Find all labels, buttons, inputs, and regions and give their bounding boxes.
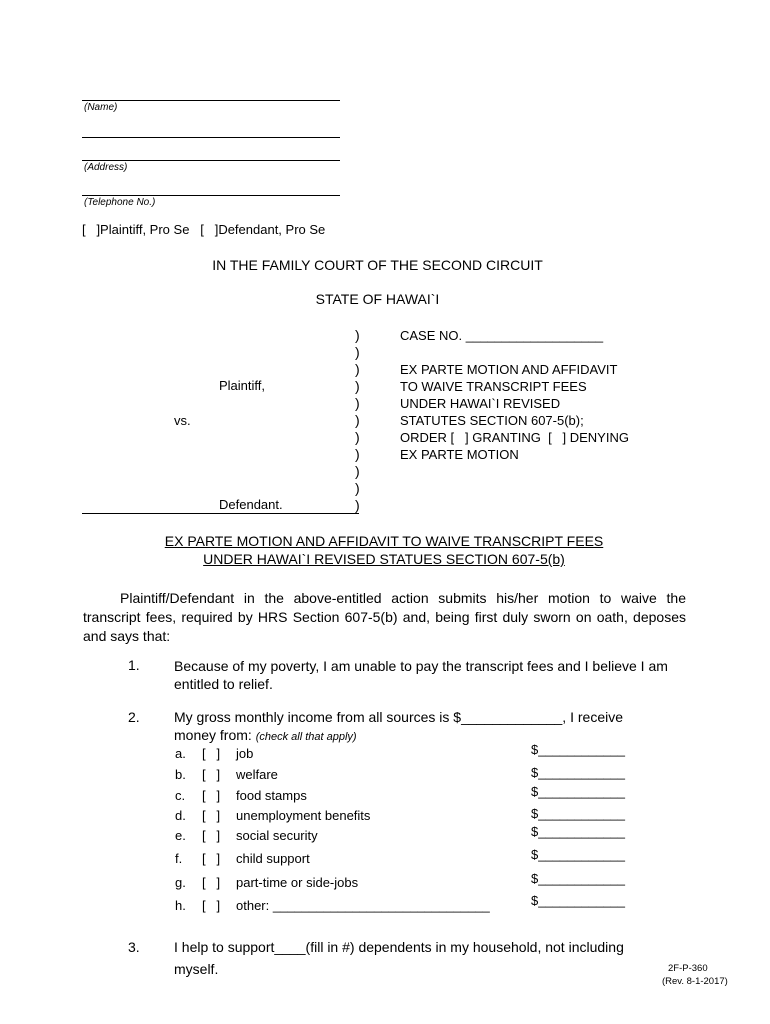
item-2-income-line[interactable]: My gross monthly income from all sources is $_____________, I receive [174,709,623,725]
item-2-money-from [174,727,357,746]
item-3-line-2: myself. [174,961,219,977]
document-title-line[interactable]: ORDER [ ] GRANTING [ ] DENYING [400,430,629,445]
source-letter: e. [175,828,186,843]
revision-date: (Rev. 8-1-2017) [662,976,728,987]
name-label: (Name) [84,102,118,113]
check-all-note: (check all that apply) [255,731,357,743]
document-title-line: EX PARTE MOTION AND AFFIDAVIT [400,362,618,377]
source-label: food stamps [236,788,307,803]
document-title-block [400,361,629,463]
source-label: social security [236,828,318,843]
document-title-line: TO WAIVE TRANSCRIPT FEES [400,379,587,394]
party-checkboxes[interactable]: [ ]Plaintiff, Pro Se [ ]Defendant, Pro Se [82,222,326,237]
court-title: IN THE FAMILY COURT OF THE SECOND CIRCUIT [212,257,543,273]
source-amount[interactable]: $____________ [531,893,625,908]
item-1-text: Because of my poverty, I am unable to pay the transcript fees and I believe I am entitled to relief. [174,658,668,692]
source-letter: c. [175,788,186,803]
item-3-number: 3. [128,939,140,955]
item-2-money-from-label: money from: [174,727,252,743]
item-3-line-1[interactable]: I help to support____(fill in #) dependents in my household, not including [174,939,624,955]
income-source-row [175,824,635,846]
address-blank-line-2[interactable] [82,160,340,161]
source-amount[interactable]: $____________ [531,824,625,839]
source-amount[interactable]: $____________ [531,784,625,799]
source-checkbox[interactable]: [ ] [202,808,221,823]
caption-paren: ) [355,378,360,394]
defendant-label: Defendant. [219,497,283,512]
source-amount[interactable]: $____________ [531,806,625,821]
case-number-field[interactable]: CASE NO. ___________________ [400,328,604,343]
source-letter: b. [175,767,186,782]
caption-paren: ) [355,327,360,343]
court-state: STATE OF HAWAI`I [315,291,440,307]
source-amount[interactable]: $____________ [531,871,625,886]
caption-paren: ) [355,480,360,496]
telephone-blank-line[interactable] [82,195,340,196]
caption-paren: ) [355,361,360,377]
source-letter: a. [175,746,186,761]
form-number: 2F-P-360 [668,963,708,974]
vs-label: vs. [174,413,191,428]
income-source-row [175,742,635,764]
source-label: child support [236,851,310,866]
source-amount[interactable]: $____________ [531,847,625,862]
name-blank-line[interactable] [82,100,340,101]
source-label: job [236,746,254,761]
source-label[interactable]: other: ______________________________ [236,898,490,913]
source-label: unemployment benefits [236,808,371,823]
caption-paren: ) [355,344,360,360]
source-amount[interactable]: $____________ [531,742,625,757]
intro-paragraph: Plaintiff/Defendant in the above-entitled action submits his/her motion to waive the transcript fees, required by HRS Section 607-5(b) and, being first duly sworn on oath, deposes and says that: [83,590,686,644]
source-checkbox[interactable]: [ ] [202,746,221,761]
source-letter: h. [175,898,186,913]
caption-paren: ) [355,429,360,445]
income-source-row [175,767,635,785]
income-source-row [175,847,635,869]
source-checkbox[interactable]: [ ] [202,851,221,866]
telephone-label: (Telephone No.) [84,197,156,208]
source-label: welfare [236,767,278,782]
caption-paren: ) [355,412,360,428]
defendant-line [82,513,359,514]
source-label: part-time or side-jobs [236,875,359,890]
plaintiff-label: Plaintiff, [219,378,266,393]
caption-paren: ) [355,446,360,462]
caption-paren: ) [355,497,360,513]
income-source-row [175,784,635,806]
source-amount[interactable]: $____________ [531,765,625,780]
source-checkbox[interactable]: [ ] [202,788,221,803]
item-2-number: 2. [128,709,140,725]
source-checkbox[interactable]: [ ] [202,767,221,782]
source-letter: f. [175,851,183,866]
motion-heading-line-1: EX PARTE MOTION AND AFFIDAVIT TO WAIVE TRANSCRIPT FEES [164,533,604,549]
source-checkbox[interactable]: [ ] [202,875,221,890]
source-letter: d. [175,808,186,823]
document-title-line: UNDER HAWAI`I REVISED [400,396,561,411]
caption-paren: ) [355,463,360,479]
income-source-row [175,871,635,893]
document-title-line: EX PARTE MOTION [400,447,519,462]
address-blank-line-1[interactable] [82,137,340,138]
caption-paren: ) [355,395,360,411]
source-checkbox[interactable]: [ ] [202,898,221,913]
source-letter: g. [175,875,186,890]
motion-heading-line-2: UNDER HAWAI`I REVISED STATUES SECTION 607-5(b) [203,551,565,567]
document-title-line: STATUTES SECTION 607-5(b); [400,413,584,428]
address-label: (Address) [84,162,128,173]
item-1-number: 1. [128,657,140,673]
income-source-row [175,893,635,916]
source-checkbox[interactable]: [ ] [202,828,221,843]
